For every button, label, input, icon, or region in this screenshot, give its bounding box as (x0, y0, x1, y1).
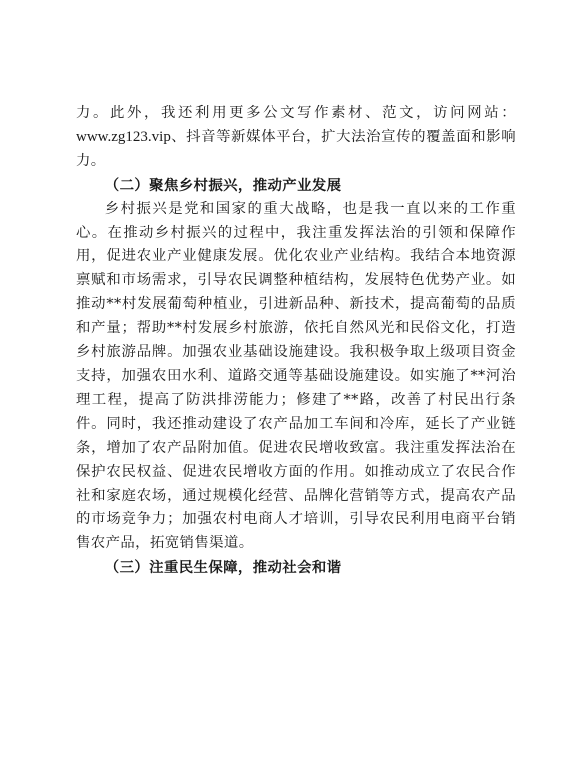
website-url: www.zg123.vip (76, 128, 171, 145)
section-heading-3: （三）注重民生保障，推动社会和谐 (104, 559, 342, 577)
document-body (76, 102, 516, 580)
paragraph-rural-revitalization: 乡村振兴是党和国家的重大战略，也是我一直以来的工作重心。在推动乡村振兴的过程中，我注重发挥法治的引领和保障作用，促进农业产业健康发展。优化农业产业结构。我结合本地资源禀赋和市场需求，引导农民调整种植结构，发展特色优势产业。如推动**村发展葡萄种植业，引进新品种、新技术，提高葡萄的品质和产量；帮助**村发展乡村旅游，依托自然风光和民俗文化，打造乡村旅游品牌。加强农业基础设施建设。我积极争取上级项目资金支持，加强农田水利、道路交通等基础设施建设。如实施了**河治理工程，提高了防洪排涝能力；修建了**路，改善了村民出行条件。同时，我还推动建设了农产品加工车间和冷库，延长了产业链条，增加了农产品附加值。促进农民增收致富。我注重发挥法治在保护农民权益、促进农民增收方面的作用。如推动成立了农民合作社和家庭农场，通过规模化经营、品牌化营销等方式，提高农产品的市场竞争力；加强农村电商人才培训，引导农民利用电商平台销售农产品，拓宽销售渠道。 (76, 200, 516, 552)
paragraph-text: 力。此外，我还利用更多公文写作素材、范文，访问网站： (76, 105, 516, 121)
paragraph-continuation (76, 102, 516, 174)
paragraph-text-tail: 、抖音等新媒体平台，扩大法治宣传的覆盖面和影响力。 (76, 128, 516, 169)
section-heading-2: （二）聚焦乡村振兴，推动产业发展 (104, 176, 342, 194)
